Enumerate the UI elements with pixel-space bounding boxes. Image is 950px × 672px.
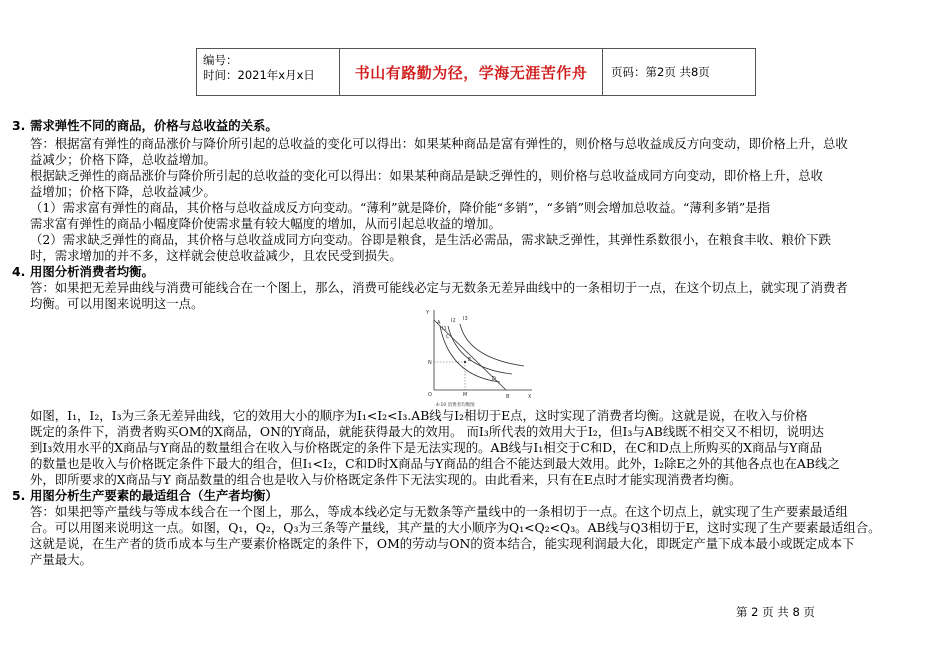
point-m-label: M xyxy=(463,392,468,398)
header-page-cell xyxy=(603,49,755,95)
point-d-label: D xyxy=(492,376,496,382)
document-number-label: 编号： xyxy=(203,53,238,67)
figure-caption: 4-10 消费者均衡图 xyxy=(436,403,475,408)
point-a-label: A xyxy=(437,320,441,326)
section-3-line: （1）需求富有弹性的商品，其价格与总收益成反方向变动。“薄利”就是降价，降价能“多销”，“多销”则会增加总收益。“薄利多销”是指 xyxy=(30,200,771,215)
curve-i1-label: I1 xyxy=(442,326,447,332)
section-3-line: 益减少；价格下降，总收益增加。 xyxy=(30,152,216,167)
motto-text: 书山有路勤为径，学海无涯苦作舟 xyxy=(354,63,588,82)
section-4-line: 答：如果把无差异曲线与消费可能线合在一个图上，那么，消费可能线必定与无数条无差异曲线中的一条相切于一点，在这个切点上，就实现了消费者 xyxy=(30,280,848,295)
point-n-label: N xyxy=(428,360,432,366)
section-4-line: 均衡。可以用图来说明这一点。 xyxy=(30,296,204,311)
point-c-label: C xyxy=(446,334,450,340)
section-3-heading: 需求弹性不同的商品，价格与总收益的关系。 xyxy=(30,118,278,133)
section-5-heading: 用图分析生产要素的最适组合（生产者均衡） xyxy=(30,488,278,503)
section-4-line: 如图，I₁，I₂，I₃为三条无差异曲线，它的效用大小的顺序为I₁<I₂<I₃.AB线与I₂相切于E点，这时实现了消费者均衡。这就是说，在收入与价格 xyxy=(30,408,808,423)
section-5-line: 产量最大。 xyxy=(30,552,92,567)
section-3-line: 答：根据富有弹性的商品涨价与降价所引起的总收益的变化可以得出：如果某种商品是富有弹性的，则价格与总收益成反方向变动，即价格上升，总收 xyxy=(30,136,848,151)
header-table xyxy=(196,48,756,96)
section-4-number: 4. xyxy=(12,264,26,279)
page-footer: 第 2 页 共 8 页 xyxy=(736,605,815,619)
section-4-line: 的数量也是收入与价格既定条件下最大的组合，但I₁<I₂，C和D时X商品与Y商品的组合不能达到最大效用。此外，I₂除E之外的其他各点也在AB线之 xyxy=(30,456,840,471)
y-axis-label: Y xyxy=(426,310,430,316)
equilibrium-point-e xyxy=(464,361,466,363)
point-b-label: B xyxy=(506,394,510,400)
section-3-line: （2）需求缺乏弹性的商品，其价格与总收益成同方向变动。谷即是粮食，是生活必需品，需求缺乏弹性，其弹性系数很小，在粮食丰收、粮价下跌 xyxy=(30,232,831,247)
x-axis-label: X xyxy=(528,394,532,400)
section-4-line: 既定的条件下，消费者购买OM的X商品，ON的Y商品，就能获得最大的效用。 而I₃所代表的效用大于I₂，但I₃与AB线既不相交又不相切，说明达 xyxy=(30,424,824,439)
page-number-label: 页码：第2页 共8页 xyxy=(611,65,710,79)
section-4-line: 外，即所要求的X商品与Y 商品数量的组合也是收入与价格既定条件下无法实现的。由此看来，只有在E点时才能实现消费者均衡。 xyxy=(30,472,742,487)
origin-label: O xyxy=(428,392,432,398)
section-5-line: 答：如果把等产量线与等成本线合在一个图上，那么，等成本线必定与无数条等产量线中的一条相切于一点。在这个切点上，就实现了生产要素最适组 xyxy=(30,504,848,519)
curve-i3-label: I3 xyxy=(463,316,468,322)
section-3-line: 根据缺乏弹性的商品涨价与降价所引起的总收益的变化可以得出：如果某种商品是缺乏弹性的，则价格与总收益成同方向变动，即价格上升，总收 xyxy=(30,168,823,183)
section-4-line: 到I₃效用水平的X商品与Y商品的数量组合在收入与价格既定的条件下是无法实现的。AB线与I₁相交于C和D，在C和D点上所购买的X商品与Y商品 xyxy=(30,440,823,455)
section-3-number: 3. xyxy=(12,118,26,133)
section-3-line: 需求富有弹性的商品小幅度降价使需求量有较大幅度的增加，从而引起总收益的增加。 xyxy=(30,216,501,231)
section-5-line: 这就是说，在生产者的货币成本与生产要素价格既定的条件下，OM的劳动与ON的资本结合，能实现利润最大化，即既定产量下成本最小或既定成本下 xyxy=(30,536,855,551)
curve-i2-label: I2 xyxy=(451,318,456,324)
section-3-line: 益增加；价格下降，总收益减少。 xyxy=(30,184,216,199)
point-e-label: E xyxy=(468,357,472,363)
section-5-number: 5. xyxy=(12,488,26,503)
document-time-label: 时间：2021年x月x日 xyxy=(203,68,315,82)
section-5-line: 合。可以用图来说明这一点。如图，Q₁，Q₂，Q₃为三条等产量线，其产量的大小顺序为Q₁<Q₂<Q₃。AB线与Q3相切于E，这时实现了生产要素最适组合。 xyxy=(30,520,881,535)
indifference-curve-i2 xyxy=(448,326,512,374)
header-left-cell xyxy=(197,49,340,95)
section-4-heading: 用图分析消费者均衡。 xyxy=(30,264,154,279)
consumer-equilibrium-figure xyxy=(420,306,538,410)
header-motto-cell xyxy=(340,49,603,95)
section-3-line: 时，需求增加的并不多，这样就会使总收益减少，且农民受到损失。 xyxy=(30,248,402,263)
